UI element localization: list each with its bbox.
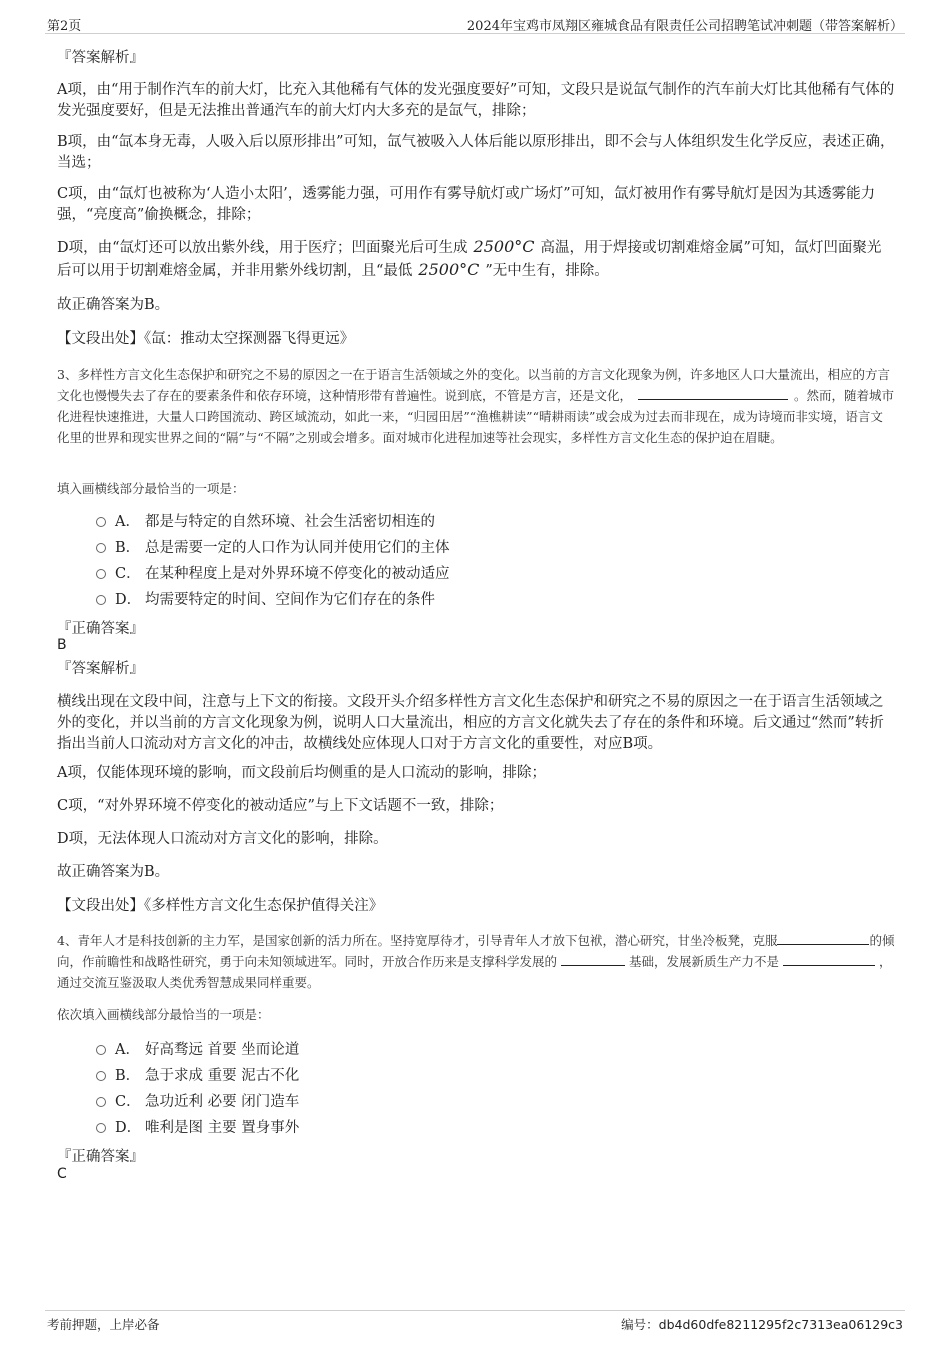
- q4-passage-part3: 基础，发展新质生产力不是: [629, 954, 780, 969]
- q3-conclusion: 故正确答案为B。: [57, 864, 170, 880]
- radio-icon[interactable]: [96, 1097, 106, 1107]
- footer-slogan: 考前押题，上岸必备: [47, 1317, 160, 1332]
- radio-icon[interactable]: [96, 569, 106, 579]
- radio-icon[interactable]: [96, 1071, 106, 1081]
- q2-analysis-a: A项，由“用于制作汽车的前大灯，比充入其他稀有气体的发光强度要好”可知，文段只是说氙气制作的汽车前大灯比其他稀有气体的发光强度要好，但是无法推出普通汽车的前大灯内大多充的是氙气，排除；: [57, 82, 895, 119]
- q3-answer: B: [57, 637, 67, 653]
- q3-analysis-a: A项，仅能体现环境的影响，而文段前后均侧重的是人口流动的影响，排除；: [57, 765, 546, 781]
- option-text: 唯利是图 主要 置身事外: [145, 1120, 300, 1136]
- option-letter: B．: [115, 540, 141, 556]
- option-text: 均需要特定的时间、空间作为它们存在的条件: [145, 592, 435, 608]
- q3-passage: [57, 364, 895, 448]
- document-code: [621, 1315, 903, 1333]
- q4-answer-label: 『正确答案』: [57, 1149, 144, 1165]
- q2-analysis-c: C项，由“氙灯也被称为‘人造小太阳’，透雾能力强，可用作有雾导航灯或广场灯”可知，氙灯被用作有雾导航灯是因为其透雾能力强，“亮度高”偷换概念，排除；: [57, 186, 876, 223]
- q3-analysis-c: C项，“对外界环境不停变化的被动适应”与上下文话题不一致，排除；: [57, 798, 504, 814]
- option-letter: A．: [115, 514, 140, 530]
- option-text: 总是需要一定的人口作为认同并使用它们的主体: [145, 540, 450, 556]
- q2-analysis-label: 『答案解析』: [57, 50, 144, 66]
- q2-analysis-b: B项，由“氙本身无毒，人吸入后以原形排出”可知，氙气被吸入人体后能以原形排出，即不会与人体组织发生化学反应，表述正确，当选；: [57, 134, 895, 171]
- q2-analysis-d: [57, 236, 895, 282]
- option-letter: C．: [115, 1094, 141, 1110]
- document-title: 2024年宝鸡市凤翔区雍城食品有限责任公司招聘笔试冲刺题（带答案解析）: [466, 19, 903, 34]
- q3-passage-part2: 。然而，随着城市化进程快速推进，大量人口跨国流动、跨区域流动，如此一来，“归园田居”“渔樵耕读”“晴耕雨读”或会成为过去而非现在，成为诗境而非实境，语言文化里的世界和现实世界之间的“隔”与“不隔”之别或会增多。面对城市化进程加速等社会现实，多样性方言文化生态的保护迫在眉睫。: [57, 388, 895, 445]
- q4-blank-3: [783, 952, 875, 966]
- radio-icon[interactable]: [96, 543, 106, 553]
- q3-blank: [638, 386, 788, 400]
- option-letter: A．: [115, 1042, 140, 1058]
- q3-option-d[interactable]: [96, 589, 796, 611]
- page-footer: [45, 1310, 905, 1334]
- page-number: 第2页: [47, 19, 82, 34]
- q2-source: 【文段出处】《氙：推动太空探测器飞得更远》: [57, 331, 355, 347]
- temperature-formula: 2500°C: [418, 260, 480, 279]
- q4-passage: [57, 930, 895, 993]
- code-value: db4d60dfe8211295f2c7313ea06129c3: [658, 1317, 903, 1332]
- option-text: 急于求成 重要 泥古不化: [145, 1068, 300, 1084]
- option-text: 在某种程度上是对外界环境不停变化的被动适应: [145, 566, 450, 582]
- q4-answer: C: [57, 1166, 67, 1182]
- option-letter: C．: [115, 566, 141, 582]
- q4-option-d[interactable]: [96, 1117, 796, 1139]
- q3-option-b[interactable]: [96, 537, 796, 559]
- q3-option-c[interactable]: [96, 563, 796, 585]
- q4-option-c[interactable]: [96, 1091, 796, 1113]
- q4-passage-part4: ，通过交流互鉴汲取人类优秀智慧成果同样重要。: [57, 954, 892, 990]
- q4-prompt: 依次填入画横线部分最恰当的一项是：: [57, 1007, 270, 1022]
- option-text: 急功近利 必要 闭门造车: [145, 1094, 300, 1110]
- option-letter: D．: [115, 592, 142, 608]
- radio-icon[interactable]: [96, 517, 106, 527]
- option-text: 都是与特定的自然环境、社会生活密切相连的: [145, 514, 435, 530]
- q2-conclusion: 故正确答案为B。: [57, 297, 170, 313]
- q3-answer-label: 『正确答案』: [57, 621, 144, 637]
- option-letter: D．: [115, 1120, 142, 1136]
- q3-analysis-main: 横线出现在文段中间，注意与上下文的衔接。文段开头介绍多样性方言文化生态保护和研究之不易的原因之一在于语言生活领域之外的变化，并以当前的方言文化现象为例，说明人口大量流出，相应的方言文化就失去了存在的条件和环境。后文通过“然而”转折指出当前人口流动对方言文化的冲击，故横线处应体现人口对于方言文化的重要性，对应B项。: [57, 694, 884, 752]
- code-label: 编号：: [621, 1317, 659, 1332]
- option-letter: B．: [115, 1068, 141, 1084]
- q4-option-a[interactable]: [96, 1039, 796, 1061]
- q2-analysis-d-part3: ”无中生有，排除。: [485, 263, 609, 279]
- q3-option-a[interactable]: [96, 511, 796, 533]
- q4-option-b[interactable]: [96, 1065, 796, 1087]
- radio-icon[interactable]: [96, 1123, 106, 1133]
- temperature-formula: 2500°C: [473, 237, 535, 256]
- radio-icon[interactable]: [96, 595, 106, 605]
- q2-analysis-d-part2: 高温，用于焊接或切割难熔金属”可知，氙灯凹面聚光后可以用于切割难熔金属，并非用紫外线切割，且“最低: [57, 240, 882, 279]
- q4-passage-part2: 的倾向，作前瞻性和战略性研究，勇于向未知领域进军。同时，开放合作历来是支撑科学发展的: [57, 933, 895, 969]
- q3-analysis-d: D项，无法体现人口流动对方言文化的影响，排除。: [57, 831, 388, 847]
- q3-analysis-label: 『答案解析』: [57, 661, 144, 677]
- q3-source: 【文段出处】《多样性方言文化生态保护值得关注》: [57, 898, 384, 914]
- q3-passage-part1: 3、多样性方言文化生态保护和研究之不易的原因之一在于语言生活领域之外的变化。以当前的方言文化现象为例，许多地区人口大量流出，相应的方言文化也慢慢失去了存在的要素条件和依存环境，这种情形带有普遍性。说到底，不管是方言，还是文化，: [57, 367, 890, 403]
- q4-blank-1: [777, 931, 869, 945]
- q3-prompt: 填入画横线部分最恰当的一项是：: [57, 481, 245, 496]
- page-header: [45, 12, 905, 34]
- q4-passage-part1: 4、青年人才是科技创新的主力军，是国家创新的活力所在。坚持宽厚待才，引导青年人才放下包袱，潜心研究，甘坐冷板凳，克服: [57, 933, 778, 948]
- q4-blank-2: [561, 952, 625, 966]
- q2-analysis-d-part1: D项，由“氙灯还可以放出紫外线，用于医疗；凹面聚光后可生成: [57, 240, 468, 256]
- radio-icon[interactable]: [96, 1045, 106, 1055]
- option-text: 好高骛远 首要 坐而论道: [145, 1042, 300, 1058]
